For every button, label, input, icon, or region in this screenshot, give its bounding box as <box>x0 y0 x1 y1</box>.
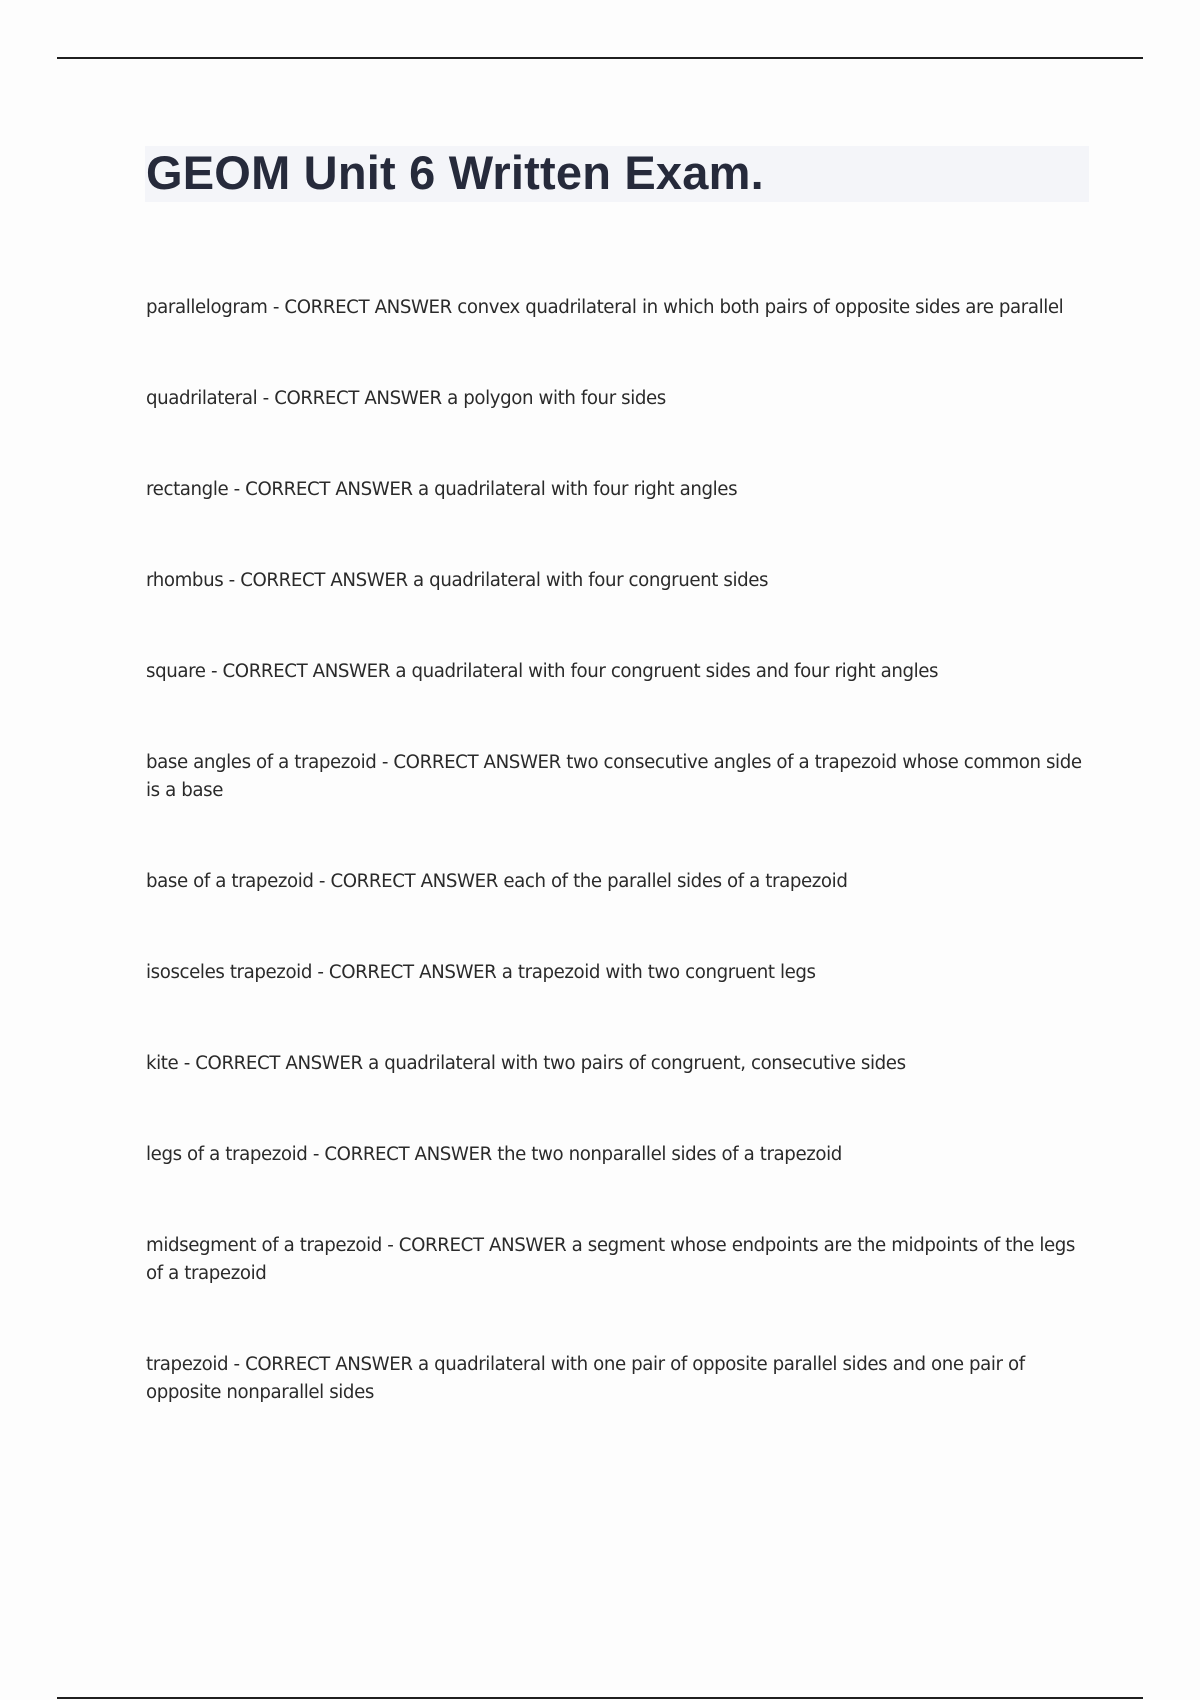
definition-entry: legs of a trapezoid - CORRECT ANSWER the two nonparallel sides of a trapezoid <box>146 1144 842 1165</box>
definition-entry: parallelogram - CORRECT ANSWER convex quadrilateral in which both pairs of opposite sides are parallel <box>146 297 1064 318</box>
definition-entry: quadrilateral - CORRECT ANSWER a polygon with four sides <box>146 388 666 409</box>
definition-list <box>146 294 1096 1470</box>
definition-entry: trapezoid - CORRECT ANSWER a quadrilateral with one pair of opposite parallel sides and one pair of opposite nonparallel sides <box>146 1354 1025 1403</box>
definition-entry: kite - CORRECT ANSWER a quadrilateral with two pairs of congruent, consecutive sides <box>146 1053 906 1074</box>
definition-entry: midsegment of a trapezoid - CORRECT ANSWER a segment whose endpoints are the midpoints of the legs of a trapezoid <box>146 1235 1075 1284</box>
footer-rule <box>57 1697 1143 1699</box>
definition-entry: isosceles trapezoid - CORRECT ANSWER a trapezoid with two congruent legs <box>146 962 816 983</box>
header-rule <box>57 57 1143 59</box>
definition-entry: rhombus - CORRECT ANSWER a quadrilateral with four congruent sides <box>146 570 769 591</box>
page-title: GEOM Unit 6 Written Exam. <box>146 146 764 199</box>
definition-entry: rectangle - CORRECT ANSWER a quadrilateral with four right angles <box>146 479 738 500</box>
definition-entry: base of a trapezoid - CORRECT ANSWER each of the parallel sides of a trapezoid <box>146 871 848 892</box>
definition-entry: square - CORRECT ANSWER a quadrilateral with four congruent sides and four right angles <box>146 661 939 682</box>
definition-entry: base angles of a trapezoid - CORRECT ANSWER two consecutive angles of a trapezoid whose common side is a base <box>146 752 1082 801</box>
